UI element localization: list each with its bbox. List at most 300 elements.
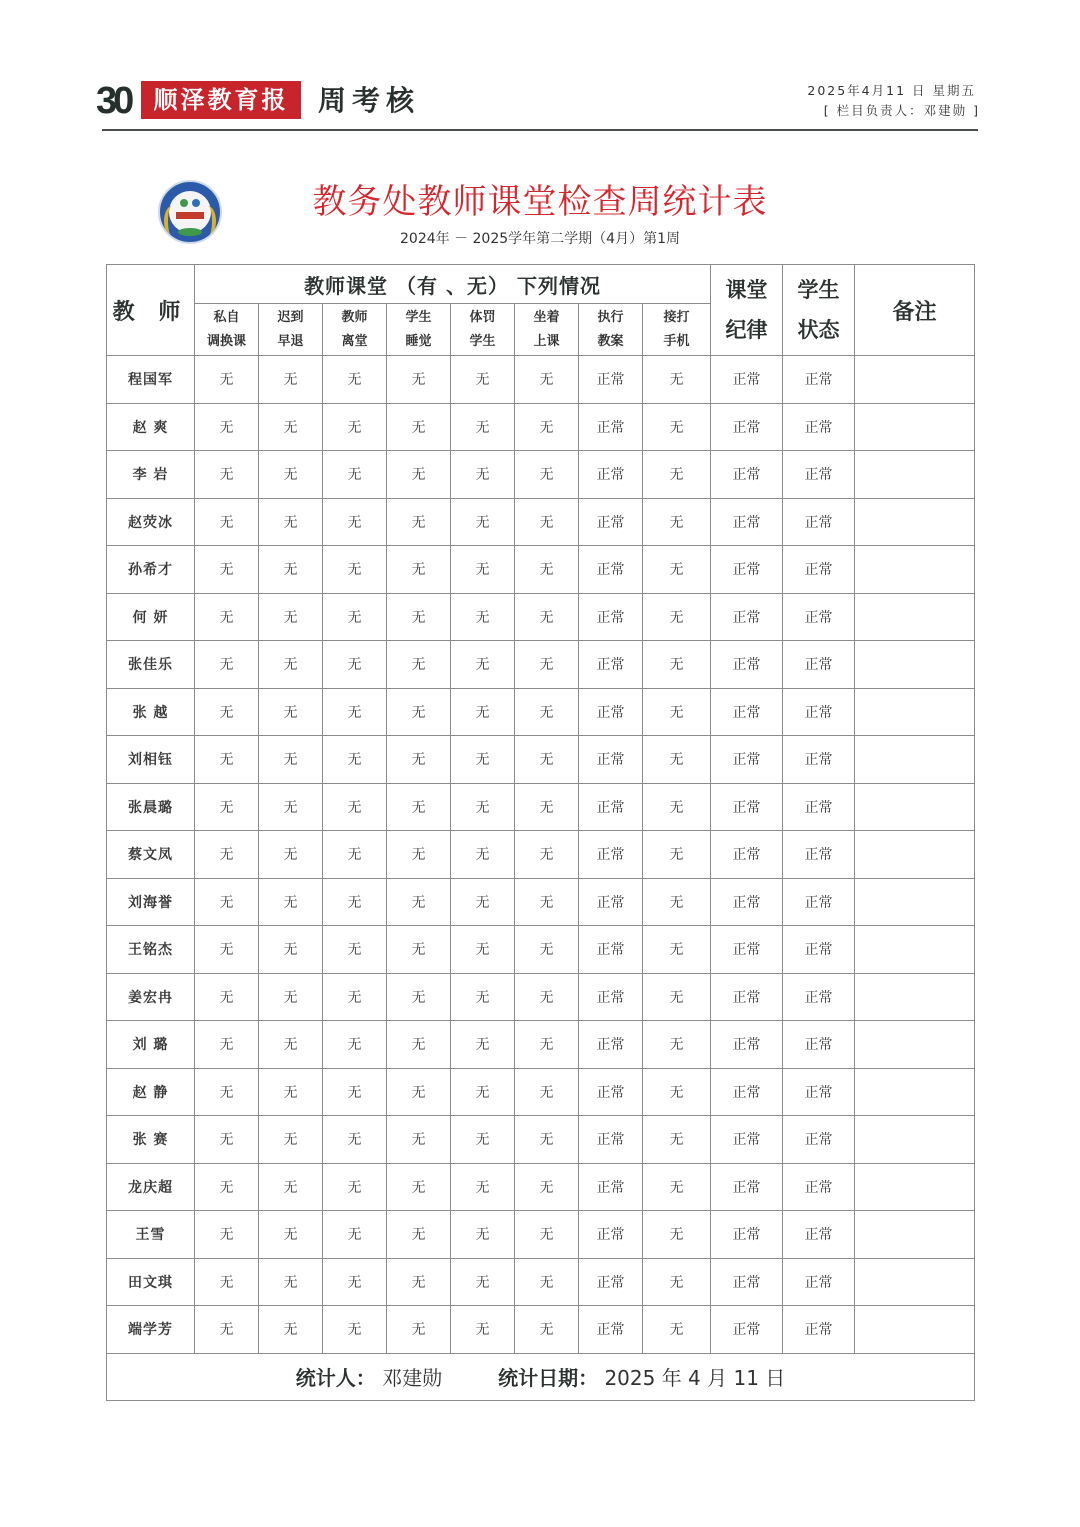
remark-cell [855, 926, 975, 974]
student-status-cell: 正常 [783, 831, 855, 879]
check-cell: 无 [195, 451, 259, 499]
student-status-cell: 正常 [783, 926, 855, 974]
check-cell: 无 [451, 1258, 515, 1306]
check-cell: 无 [643, 1211, 711, 1259]
teacher-name: 赵荧冰 [107, 498, 195, 546]
check-cell: 无 [451, 1211, 515, 1259]
check-cell: 无 [643, 878, 711, 926]
statistician-name: 邓建勋 [382, 1366, 443, 1390]
header-subcol: 接打 手机 [643, 304, 711, 356]
check-cell: 无 [323, 403, 387, 451]
check-cell: 正常 [579, 1258, 643, 1306]
check-cell: 正常 [579, 641, 643, 689]
check-cell: 无 [451, 1306, 515, 1354]
check-cell: 无 [515, 1068, 579, 1116]
check-cell: 无 [259, 356, 323, 404]
check-cell: 正常 [579, 451, 643, 499]
check-cell: 无 [195, 593, 259, 641]
check-cell: 无 [259, 546, 323, 594]
check-cell: 正常 [579, 546, 643, 594]
remark-cell [855, 1258, 975, 1306]
teacher-name: 田文琪 [107, 1258, 195, 1306]
inspection-table [106, 264, 975, 1401]
discipline-cell: 正常 [711, 546, 783, 594]
remark-cell [855, 831, 975, 879]
check-cell: 无 [387, 1116, 451, 1164]
check-cell: 无 [387, 498, 451, 546]
check-cell: 无 [451, 593, 515, 641]
check-cell: 无 [195, 1116, 259, 1164]
check-cell: 无 [451, 1068, 515, 1116]
student-status-cell: 正常 [783, 878, 855, 926]
check-cell: 无 [323, 688, 387, 736]
student-status-cell: 正常 [783, 546, 855, 594]
check-cell: 无 [515, 1116, 579, 1164]
discipline-cell: 正常 [711, 403, 783, 451]
table-row [107, 1211, 975, 1259]
check-cell: 无 [515, 1211, 579, 1259]
discipline-cell: 正常 [711, 1258, 783, 1306]
check-cell: 正常 [579, 1306, 643, 1354]
check-cell: 无 [259, 1116, 323, 1164]
discipline-cell: 正常 [711, 451, 783, 499]
header-subcol: 体罚 学生 [451, 304, 515, 356]
check-cell: 无 [451, 831, 515, 879]
teacher-name: 李 岩 [107, 451, 195, 499]
check-cell: 无 [259, 451, 323, 499]
check-cell: 正常 [579, 878, 643, 926]
check-cell: 无 [643, 1116, 711, 1164]
document-title: 教务处教师课堂检查周统计表 [312, 182, 768, 222]
teacher-name: 赵 爽 [107, 403, 195, 451]
check-cell: 无 [195, 498, 259, 546]
check-cell: 正常 [579, 403, 643, 451]
table-row [107, 403, 975, 451]
student-status-cell: 正常 [783, 1021, 855, 1069]
teacher-name: 孙希才 [107, 546, 195, 594]
discipline-cell: 正常 [711, 1068, 783, 1116]
student-status-cell: 正常 [783, 403, 855, 451]
header-remarks: 备注 [855, 265, 975, 356]
stat-date-label: 统计日期： [498, 1366, 599, 1390]
check-cell: 无 [387, 403, 451, 451]
header-group: 教师课堂 （有 、无） 下列情况 [195, 265, 711, 304]
check-cell: 无 [515, 1306, 579, 1354]
check-cell: 无 [259, 498, 323, 546]
check-cell: 无 [451, 1163, 515, 1211]
table-row [107, 688, 975, 736]
check-cell: 无 [195, 641, 259, 689]
check-cell: 无 [195, 356, 259, 404]
check-cell: 无 [387, 1021, 451, 1069]
table-row [107, 593, 975, 641]
student-status-cell: 正常 [783, 1116, 855, 1164]
check-cell: 无 [259, 831, 323, 879]
check-cell: 无 [195, 1258, 259, 1306]
document-subtitle: 2024年 － 2025学年第二学期（4月）第1周 [400, 231, 680, 247]
discipline-cell: 正常 [711, 593, 783, 641]
check-cell: 无 [515, 546, 579, 594]
discipline-cell: 正常 [711, 1163, 783, 1211]
section-name: 周考核 [318, 84, 421, 117]
check-cell: 无 [451, 641, 515, 689]
teacher-name: 张 赛 [107, 1116, 195, 1164]
check-cell: 无 [451, 688, 515, 736]
student-status-cell: 正常 [783, 973, 855, 1021]
check-cell: 无 [515, 498, 579, 546]
remark-cell [855, 546, 975, 594]
column-editor: [ 栏目负责人：邓建勋 ] [823, 103, 980, 118]
discipline-cell: 正常 [711, 783, 783, 831]
teacher-name: 端学芳 [107, 1306, 195, 1354]
remark-cell [855, 641, 975, 689]
remark-cell [855, 878, 975, 926]
header-divider [102, 129, 978, 131]
check-cell: 无 [259, 1163, 323, 1211]
discipline-cell: 正常 [711, 1306, 783, 1354]
discipline-cell: 正常 [711, 688, 783, 736]
check-cell: 无 [387, 1068, 451, 1116]
check-cell: 正常 [579, 1068, 643, 1116]
check-cell: 无 [259, 973, 323, 1021]
remark-cell [855, 593, 975, 641]
table-row [107, 783, 975, 831]
check-cell: 无 [451, 973, 515, 1021]
teacher-name: 龙庆超 [107, 1163, 195, 1211]
check-cell: 无 [515, 356, 579, 404]
discipline-cell: 正常 [711, 1021, 783, 1069]
check-cell: 无 [323, 736, 387, 784]
header-subcol: 学生 睡觉 [387, 304, 451, 356]
check-cell: 无 [643, 1021, 711, 1069]
teacher-name: 张晨璐 [107, 783, 195, 831]
teacher-name: 姜宏冉 [107, 973, 195, 1021]
check-cell: 无 [515, 926, 579, 974]
discipline-cell: 正常 [711, 926, 783, 974]
check-cell: 无 [259, 1211, 323, 1259]
check-cell: 无 [643, 783, 711, 831]
table-row [107, 641, 975, 689]
check-cell: 无 [515, 973, 579, 1021]
check-cell: 无 [643, 1306, 711, 1354]
discipline-cell: 正常 [711, 1116, 783, 1164]
check-cell: 无 [387, 831, 451, 879]
student-status-cell: 正常 [783, 783, 855, 831]
check-cell: 无 [387, 546, 451, 594]
check-cell: 无 [323, 878, 387, 926]
check-cell: 无 [323, 356, 387, 404]
check-cell: 无 [195, 926, 259, 974]
check-cell: 无 [323, 1068, 387, 1116]
check-cell: 无 [515, 878, 579, 926]
check-cell: 无 [195, 878, 259, 926]
check-cell: 正常 [579, 356, 643, 404]
header-subcol: 迟到 早退 [259, 304, 323, 356]
remark-cell [855, 736, 975, 784]
check-cell: 无 [323, 451, 387, 499]
remark-cell [855, 403, 975, 451]
student-status-cell: 正常 [783, 641, 855, 689]
check-cell: 无 [323, 593, 387, 641]
check-cell: 无 [259, 783, 323, 831]
check-cell: 无 [259, 688, 323, 736]
check-cell: 正常 [579, 1163, 643, 1211]
remark-cell [855, 973, 975, 1021]
page-number: 30 [96, 80, 131, 122]
remark-cell [855, 1306, 975, 1354]
check-cell: 正常 [579, 688, 643, 736]
student-status-cell: 正常 [783, 356, 855, 404]
check-cell: 无 [387, 451, 451, 499]
check-cell: 正常 [579, 736, 643, 784]
check-cell: 无 [387, 641, 451, 689]
check-cell: 无 [643, 831, 711, 879]
table-row [107, 356, 975, 404]
check-cell: 正常 [579, 831, 643, 879]
check-cell: 无 [643, 1068, 711, 1116]
teacher-name: 程国军 [107, 356, 195, 404]
check-cell: 正常 [579, 1021, 643, 1069]
stat-date: 2025 年 4 月 11 日 [604, 1366, 786, 1390]
remark-cell [855, 1068, 975, 1116]
table-row [107, 831, 975, 879]
student-status-cell: 正常 [783, 1258, 855, 1306]
table-row [107, 1021, 975, 1069]
teacher-name: 刘海誉 [107, 878, 195, 926]
teacher-name: 何 妍 [107, 593, 195, 641]
check-cell: 无 [643, 688, 711, 736]
check-cell: 无 [387, 1211, 451, 1259]
check-cell: 无 [387, 593, 451, 641]
check-cell: 无 [259, 593, 323, 641]
check-cell: 无 [259, 403, 323, 451]
check-cell: 无 [387, 878, 451, 926]
check-cell: 无 [323, 1258, 387, 1306]
check-cell: 无 [387, 783, 451, 831]
discipline-cell: 正常 [711, 973, 783, 1021]
check-cell: 无 [387, 736, 451, 784]
check-cell: 无 [643, 926, 711, 974]
check-cell: 无 [387, 1258, 451, 1306]
check-cell: 无 [387, 926, 451, 974]
discipline-cell: 正常 [711, 736, 783, 784]
table-row [107, 1068, 975, 1116]
remark-cell [855, 783, 975, 831]
check-cell: 无 [515, 783, 579, 831]
check-cell: 正常 [579, 1116, 643, 1164]
check-cell: 无 [259, 641, 323, 689]
check-cell: 无 [451, 1021, 515, 1069]
check-cell: 无 [323, 1163, 387, 1211]
check-cell: 无 [643, 593, 711, 641]
check-cell: 无 [323, 783, 387, 831]
table-row [107, 1163, 975, 1211]
check-cell: 无 [259, 1258, 323, 1306]
check-cell: 无 [451, 451, 515, 499]
remark-cell [855, 688, 975, 736]
check-cell: 无 [323, 1211, 387, 1259]
footer-cell [107, 1353, 975, 1400]
student-status-cell: 正常 [783, 736, 855, 784]
check-cell: 无 [323, 926, 387, 974]
header-subcol: 坐着 上课 [515, 304, 579, 356]
check-cell: 无 [515, 831, 579, 879]
check-cell: 无 [451, 546, 515, 594]
header-subcol: 执行 教案 [579, 304, 643, 356]
check-cell: 无 [195, 736, 259, 784]
check-cell: 无 [643, 546, 711, 594]
header-discipline: 课堂 纪律 [711, 265, 783, 356]
check-cell: 无 [195, 546, 259, 594]
table-row [107, 926, 975, 974]
remark-cell [855, 356, 975, 404]
check-cell: 正常 [579, 498, 643, 546]
discipline-cell: 正常 [711, 878, 783, 926]
check-cell: 无 [259, 736, 323, 784]
check-cell: 无 [643, 641, 711, 689]
check-cell: 无 [323, 973, 387, 1021]
student-status-cell: 正常 [783, 1306, 855, 1354]
teacher-name: 蔡文凤 [107, 831, 195, 879]
student-status-cell: 正常 [783, 1163, 855, 1211]
check-cell: 无 [387, 356, 451, 404]
check-cell: 无 [195, 783, 259, 831]
teacher-name: 张佳乐 [107, 641, 195, 689]
check-cell: 无 [643, 451, 711, 499]
remark-cell [855, 498, 975, 546]
header-subcol: 私自 调换课 [195, 304, 259, 356]
teacher-name: 刘相钰 [107, 736, 195, 784]
check-cell: 无 [323, 498, 387, 546]
table-row [107, 451, 975, 499]
check-cell: 无 [259, 1068, 323, 1116]
check-cell: 无 [323, 641, 387, 689]
check-cell: 无 [643, 1163, 711, 1211]
discipline-cell: 正常 [711, 831, 783, 879]
table-row [107, 1116, 975, 1164]
check-cell: 无 [515, 641, 579, 689]
table-row [107, 546, 975, 594]
check-cell: 无 [323, 1116, 387, 1164]
discipline-cell: 正常 [711, 641, 783, 689]
remark-cell [855, 1116, 975, 1164]
check-cell: 无 [643, 736, 711, 784]
remark-cell [855, 451, 975, 499]
header-student-status: 学生 状态 [783, 265, 855, 356]
check-cell: 无 [259, 878, 323, 926]
check-cell: 无 [195, 1163, 259, 1211]
check-cell: 无 [515, 1021, 579, 1069]
check-cell: 无 [387, 1163, 451, 1211]
table-row [107, 878, 975, 926]
check-cell: 无 [387, 1306, 451, 1354]
table-row [107, 498, 975, 546]
check-cell: 无 [643, 973, 711, 1021]
discipline-cell: 正常 [711, 1211, 783, 1259]
student-status-cell: 正常 [783, 688, 855, 736]
check-cell: 无 [195, 973, 259, 1021]
check-cell: 无 [643, 498, 711, 546]
masthead [96, 80, 980, 122]
check-cell: 无 [643, 403, 711, 451]
table-row [107, 1258, 975, 1306]
header-teacher: 教 师 [107, 265, 195, 356]
check-cell: 无 [195, 403, 259, 451]
check-cell: 无 [515, 451, 579, 499]
student-status-cell: 正常 [783, 451, 855, 499]
discipline-cell: 正常 [711, 356, 783, 404]
newspaper-brand: 顺泽教育报 [141, 81, 301, 119]
check-cell: 无 [451, 356, 515, 404]
table-footer [107, 1353, 975, 1400]
table-row [107, 736, 975, 784]
check-cell: 无 [515, 403, 579, 451]
check-cell: 无 [387, 688, 451, 736]
teacher-name: 王雪 [107, 1211, 195, 1259]
check-cell: 正常 [579, 783, 643, 831]
remark-cell [855, 1021, 975, 1069]
check-cell: 无 [259, 1021, 323, 1069]
check-cell: 正常 [579, 1211, 643, 1259]
check-cell: 正常 [579, 593, 643, 641]
check-cell: 无 [259, 926, 323, 974]
check-cell: 无 [515, 1258, 579, 1306]
check-cell: 无 [195, 1306, 259, 1354]
check-cell: 无 [323, 546, 387, 594]
statistician-label: 统计人： [295, 1366, 376, 1390]
header-subcol: 教师 离堂 [323, 304, 387, 356]
check-cell: 正常 [579, 973, 643, 1021]
check-cell: 无 [259, 1306, 323, 1354]
issue-date: 2025年4月11 日 星期五 [807, 83, 976, 98]
check-cell: 无 [195, 688, 259, 736]
check-cell: 无 [195, 1021, 259, 1069]
student-status-cell: 正常 [783, 593, 855, 641]
check-cell: 无 [515, 593, 579, 641]
check-cell: 无 [515, 1163, 579, 1211]
check-cell: 无 [451, 736, 515, 784]
check-cell: 无 [451, 926, 515, 974]
check-cell: 无 [643, 1258, 711, 1306]
teacher-name: 张 越 [107, 688, 195, 736]
teacher-name: 刘 璐 [107, 1021, 195, 1069]
student-status-cell: 正常 [783, 1211, 855, 1259]
remark-cell [855, 1211, 975, 1259]
table-row [107, 1306, 975, 1354]
check-cell: 无 [451, 498, 515, 546]
check-cell: 无 [451, 783, 515, 831]
check-cell: 无 [323, 1306, 387, 1354]
check-cell: 无 [195, 1211, 259, 1259]
student-status-cell: 正常 [783, 1068, 855, 1116]
check-cell: 无 [195, 1068, 259, 1116]
check-cell: 无 [451, 1116, 515, 1164]
check-cell: 无 [451, 403, 515, 451]
teacher-name: 赵 静 [107, 1068, 195, 1116]
table-row [107, 973, 975, 1021]
discipline-cell: 正常 [711, 498, 783, 546]
check-cell: 无 [387, 973, 451, 1021]
check-cell: 无 [451, 878, 515, 926]
check-cell: 无 [515, 688, 579, 736]
student-status-cell: 正常 [783, 498, 855, 546]
check-cell: 无 [323, 1021, 387, 1069]
check-cell: 无 [643, 356, 711, 404]
check-cell: 无 [195, 831, 259, 879]
check-cell: 无 [515, 736, 579, 784]
teacher-name: 王铭杰 [107, 926, 195, 974]
remark-cell [855, 1163, 975, 1211]
